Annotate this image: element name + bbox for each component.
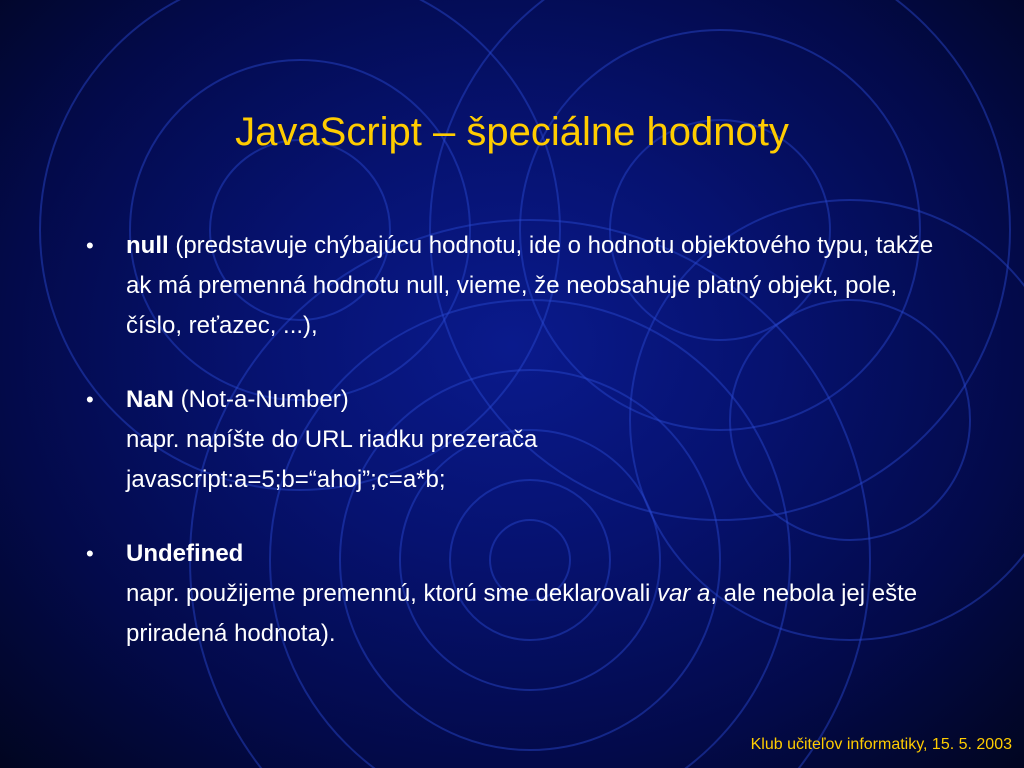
list-item-nan <box>86 380 956 500</box>
slide-footer: Klub učiteľov informatiky, 15. 5. 2003 <box>750 736 1012 753</box>
bullet-icon: • <box>86 233 94 258</box>
undefined-code-var-a: var a <box>656 580 711 607</box>
list-item-null <box>86 226 956 346</box>
slide-title: JavaScript – špeciálne hodnoty <box>235 110 789 154</box>
undefined-description <box>126 574 956 654</box>
term-null: null <box>126 232 169 259</box>
bullet-icon: • <box>86 387 94 412</box>
nan-example-line-1: napr. napíšte do URL riadku prezerača <box>126 426 538 453</box>
list-item-undefined <box>86 534 956 654</box>
term-undefined: Undefined <box>126 540 244 567</box>
undefined-text-before: napr. použijeme premennú, ktorú sme deklarovali <box>126 580 657 607</box>
null-description: (predstavuje chýbajúcu hodnotu, ide o hodnotu objektového typu, takže ak má premenná hodnotu null, vieme, že neobsahuje platný objekt, pole, číslo, reťazec, ...), <box>126 232 934 339</box>
bullet-icon: • <box>86 541 94 566</box>
nan-example-line-2: javascript:a=5;b=“ahoj”;c=a*b; <box>126 466 446 493</box>
term-nan: NaN <box>126 386 175 413</box>
undefined-text-after: , ale nebola jej ešte priradená hodnota). <box>126 580 918 647</box>
slide-content <box>86 226 956 654</box>
nan-description: (Not-a-Number) <box>174 386 349 413</box>
